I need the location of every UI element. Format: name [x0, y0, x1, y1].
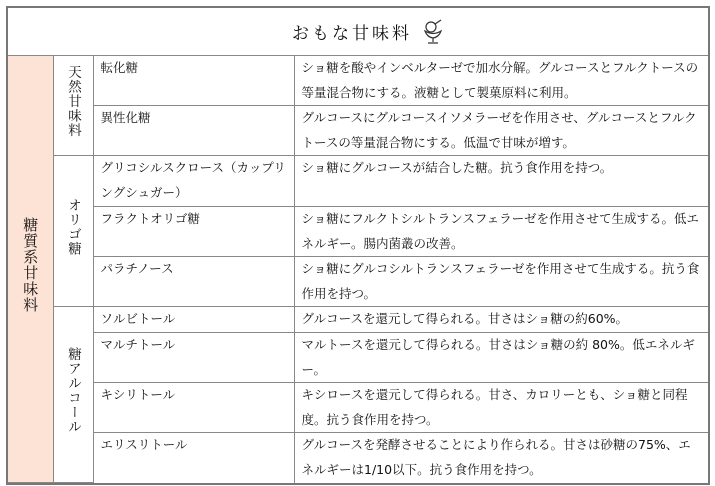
group-cell: [53, 307, 93, 483]
table-title: [8, 8, 708, 56]
sweetener-desc: ショ糖にグルコシルトランスフェラーゼを作用させて生成する。抗う食作用を持つ。: [294, 257, 708, 307]
group-label: 天然甘味料: [65, 65, 81, 138]
sweetener-desc: グルコースを発酵させることにより作られる。甘さは砂糖の75%、エネルギーは1/10以下。抗う食作用を持つ。: [294, 433, 708, 483]
sweetener-name: フラクトオリゴ糖: [93, 207, 294, 257]
sweetener-name: マルチトール: [93, 333, 294, 383]
sweetener-name: パラチノース: [93, 257, 294, 307]
sweetener-name: キシリトール: [93, 383, 294, 433]
category-cell: [8, 56, 53, 483]
title-text: おもな甘味料: [292, 24, 412, 44]
sweetener-name: 異性化糖: [93, 106, 294, 156]
sweetener-name: ソルビトール: [93, 307, 294, 333]
group-label: オリゴ糖: [65, 197, 81, 256]
sweetener-name: 転化糖: [93, 56, 294, 106]
sweetener-desc: ショ糖を酸やインベルターゼで加水分解。グルコースとフルクトースの等量混合物にする。液糖として製菓原料に利用。: [294, 56, 708, 106]
group-cell: [53, 56, 93, 156]
parfait-icon: [422, 19, 444, 45]
sweetener-desc: マルトースを還元して得られる。甘さはショ糖の約 80%。低エネルギー。: [294, 333, 708, 383]
sweetener-desc: キシロースを還元して得られる。甘さ、カロリーとも、ショ糖と同程度。抗う食作用を持つ。: [294, 383, 708, 433]
sweetener-table: [6, 6, 710, 485]
sweetener-desc: ショ糖にフルクトシルトランスフェラーゼを作用させて生成する。低エネルギー。腸内菌叢の改善。: [294, 207, 708, 257]
sweetener-name: グリコシルスクロース（カップリングシュガー）: [93, 156, 294, 207]
group-cell: [53, 156, 93, 307]
category-label: 糖質系甘味料: [21, 216, 40, 313]
sweetener-desc: グルコースにグルコースイソメラーゼを作用させ、グルコースとフルクトースの等量混合物にする。低温で甘味が増す。: [294, 106, 708, 156]
sweetener-desc: ショ糖にグルコースが結合した糖。抗う食作用を持つ。: [294, 156, 708, 207]
sweetener-name: エリスリトール: [93, 433, 294, 483]
group-label: 糖アルコール: [65, 346, 81, 434]
sweetener-desc: グルコースを還元して得られる。甘さはショ糖の約60%。: [294, 307, 708, 333]
